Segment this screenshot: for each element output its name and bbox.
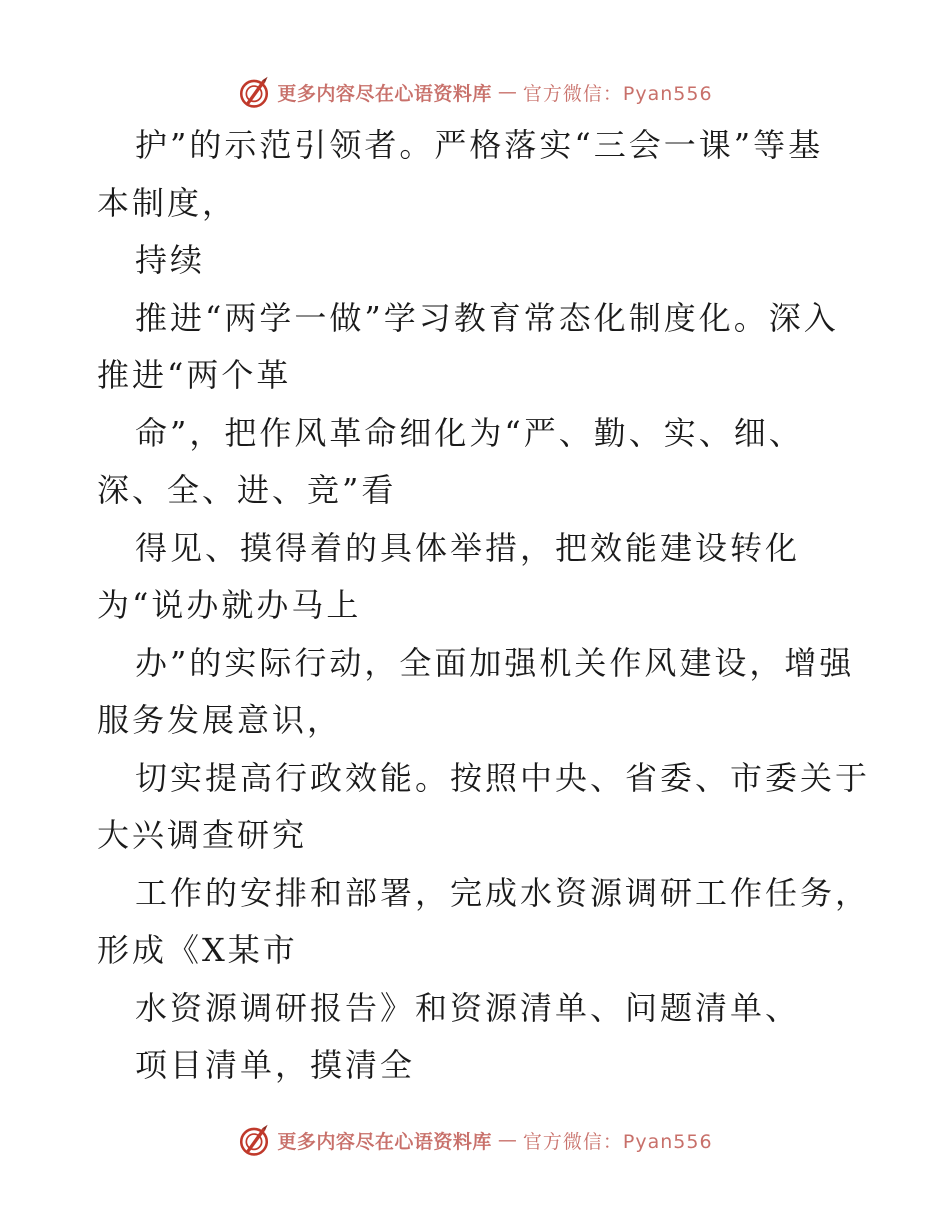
quill-logo-icon [237,1123,271,1157]
text-line: 办”的实际行动，全面加强机关作风建设，增强 [135,643,855,682]
text-line: 项目清单，摸清全 [135,1046,416,1084]
text-line: 形成《X某市 [97,931,298,969]
text-line: 大兴调查研究 [97,816,308,854]
watermark-wechat: 官方微信：Pyan556 [522,82,713,105]
watermark-brand: 更多内容尽在心语资料库 [277,1130,492,1153]
text-line: 深、全、进、竞”看 [97,471,397,509]
text-line: 工作的安排和部署，完成水资源调研工作任务， [135,873,871,912]
document-body [97,117,871,1095]
text-line: 推进“两个革 [97,356,292,394]
header-watermark-content [237,75,712,109]
text-line: 切实提高行政效能。按照中央、省委、市委关于 [135,758,871,797]
text-line: 护”的示范引领者。严格落实“三会一课”等基 [135,126,824,164]
text-line: 命”，把作风革命细化为“严、勤、实、细、 [135,413,804,452]
header-watermark [0,72,950,112]
watermark-wechat: 官方微信：Pyan556 [522,1130,713,1153]
text-line: 本制度， [97,183,238,222]
text-line: 持续 [135,241,206,279]
text-line: 为“说办就办马上 [97,586,362,624]
quill-logo-icon [237,75,271,109]
footer-watermark [0,1120,950,1160]
footer-watermark-content [237,1123,712,1157]
text-line: 服务发展意识， [97,701,343,739]
watermark-dash: — [497,1129,517,1151]
text-line: 推进“两学一做”学习教育常态化制度化。深入 [135,298,839,337]
text-line: 得见、摸得着的具体举措，把效能建设转化 [135,528,801,567]
watermark-brand: 更多内容尽在心语资料库 [277,82,492,105]
watermark-dash: — [497,81,517,103]
text-line: 水资源调研报告》和资源清单、问题清单、 [135,988,801,1027]
